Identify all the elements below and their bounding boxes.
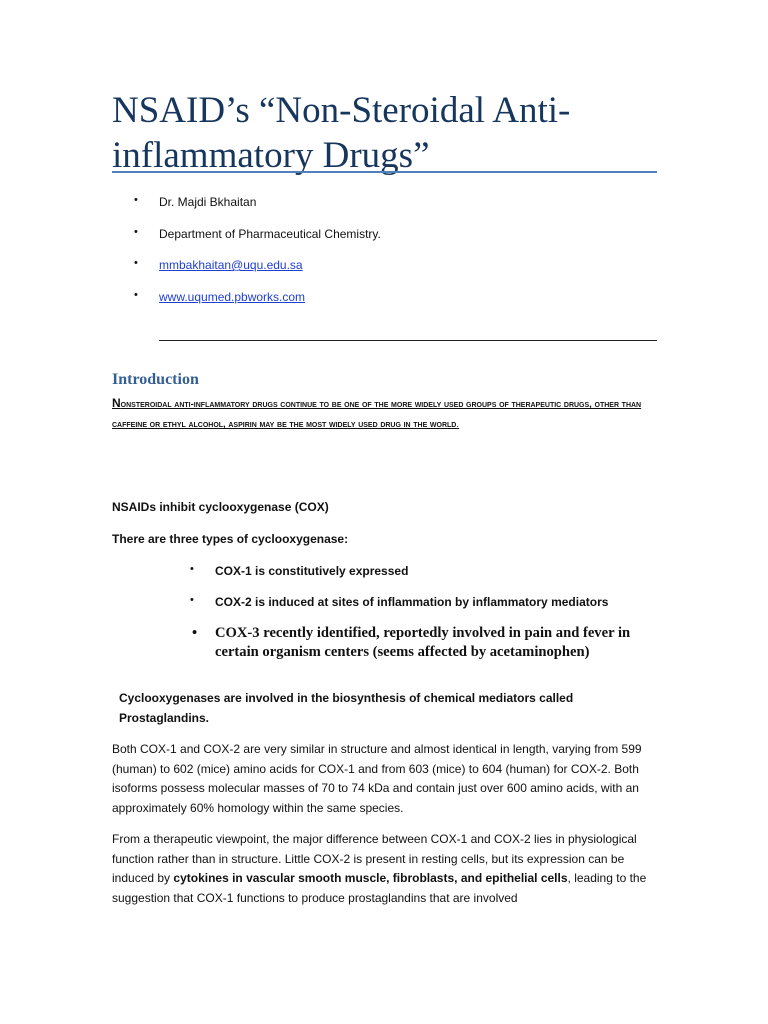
introduction-heading: Introduction [112,371,199,388]
separator-line [159,340,657,341]
document-title: NSAID’s “Non-Steroidal Anti-inflammatory Drugs” [112,90,571,176]
structure-paragraph: Both COX-1 and COX-2 are very similar in structure and almost identical in length, varying from 599 (human) to 602 (mice) amino acids for COX-1 and from 603 (mice) to 604 (human) for COX-2. Both isoforms possess molecular masses of 70 to 74 kDa and contain just over 600 amino acids, with an approximately 60% homology within the same species. [112,742,642,815]
website-link[interactable]: www.uqumed.pbworks.com [159,290,306,304]
bullet-icon: • [190,594,194,606]
cox1-item: COX-1 is constitutively expressed [215,564,409,578]
introduction-body: onsteroidal anti-inflammatory drugs continue to be one of the more widely used groups of therapeutic drugs, other than caffeine or ethyl alcohol, aspirin may be the most widely used drug in the world [112,399,642,430]
drop-letter: N [112,396,121,410]
email-link[interactable]: mmbakhaitan@uqu.edu.sa [159,258,303,272]
therapeutic-bold: cytokines in vascular smooth muscle, fibroblasts, and epithelial cells [173,871,568,885]
bullet-icon: • [192,625,198,641]
three-types-line: There are three types of cyclooxygenase: [112,532,349,546]
author-name: Dr. Majdi Bkhaitan [159,195,257,209]
bullet-icon: • [134,257,138,269]
therapeutic-text-2: , leading to the suggestion that COX-1 functions to produce prostaglandins that are involved [112,871,647,905]
cyclooxygenases-paragraph: Cyclooxygenases are involved in the biosynthesis of chemical mediators called Prostaglandins. [119,691,574,725]
bullet-icon: • [134,194,138,206]
introduction-text [112,393,660,435]
nsaids-inhibit-line: NSAIDs inhibit cyclooxygenase (COX) [112,500,329,514]
therapeutic-paragraph [112,830,660,908]
cox3-item: COX-3 recently identified, reportedly involved in pain and fever in certain organism centers (seems affected by acetaminophen) [215,625,631,660]
department-name: Department of Pharmaceutical Chemistry. [159,227,381,241]
therapeutic-text-1: From a therapeutic viewpoint, the major difference between COX-1 and COX-2 lies in physiological function rather than in structure. Little COX-2 is present in resting cells, but its expression can be induced by [112,832,637,885]
bullet-icon: • [134,289,138,301]
title-underline [112,171,657,173]
bullet-icon: • [190,563,194,575]
introduction-period: . [456,419,460,430]
cox2-item: COX-2 is induced at sites of inflammation by inflammatory mediators [215,595,609,609]
bullet-icon: • [134,226,138,238]
